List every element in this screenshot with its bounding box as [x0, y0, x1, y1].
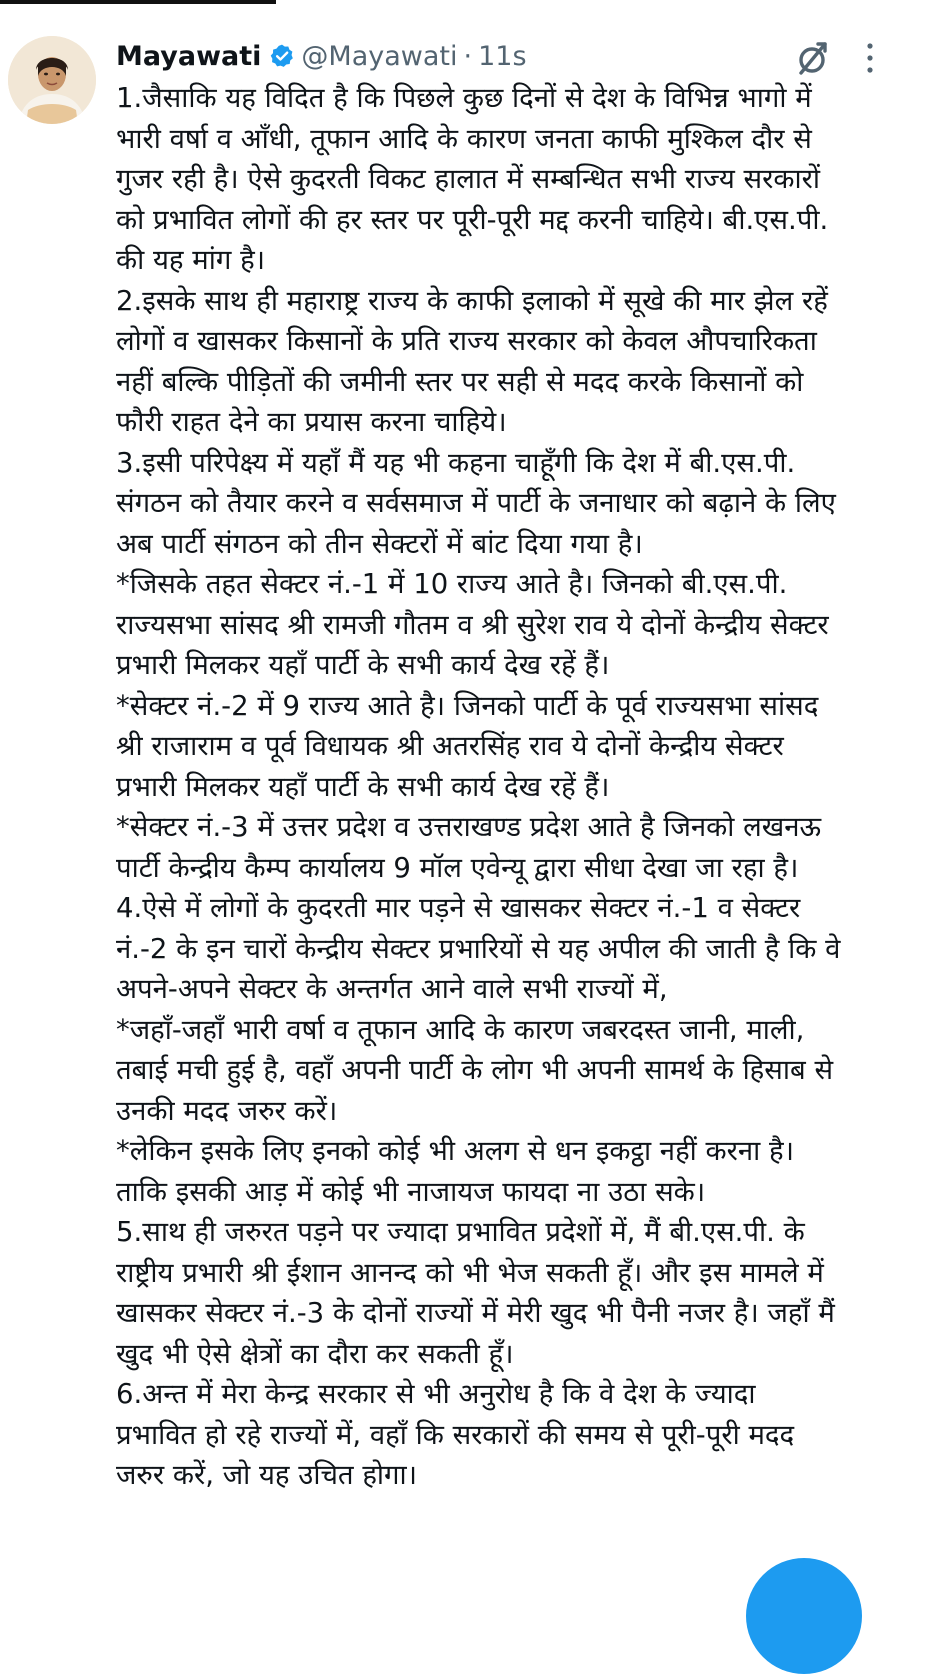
tweet-text-line: अब पार्टी संगठन को तीन सेक्टरों में बांट दिया गया है।	[116, 527, 643, 560]
tweet-text	[116, 78, 906, 1496]
tweet-text-line: *जिसके तहत सेक्टर नं.-1 में 10 राज्य आते है। जिनको बी.एस.पी.	[116, 568, 788, 600]
tweet-text-line: गुजर रही है। ऐसे कुदरती विकट हालात में सम्बन्धित सभी राज्य सरकारों	[116, 163, 820, 195]
tweet-text-line: 1.जैसाकि यह विदित है कि पिछले कुछ दिनों से देश के विभिन्न भागो में	[116, 82, 812, 114]
tweet-text-line: को प्रभावित लोगों की हर स्तर पर पूरी-पूरी मद्द करनी चाहिये। बी.एस.पी.	[116, 203, 829, 236]
tweet-text-line: राज्यसभा सांसद श्री रामजी गौतम व श्री सुरेश राव ये दोनों केन्द्रीय सेक्टर	[116, 608, 829, 641]
tweet-text-line: *सेक्टर नं.-3 में उत्तर प्रदेश व उत्तराखण्ड प्रदेश आते है जिनको लखनऊ	[116, 811, 822, 843]
tweet-text-line: ताकि इसकी आड़ में कोई भी नाजायज फायदा ना उठा सके।	[116, 1175, 706, 1208]
tweet-header	[116, 36, 527, 76]
timestamp[interactable]: 11s	[478, 40, 527, 72]
verified-badge-icon	[269, 43, 295, 69]
tweet-text-line: *सेक्टर नं.-2 में 9 राज्य आते है। जिनको पार्टी के पूर्व राज्यसभा सांसद	[116, 689, 819, 722]
tweet-text-line: राष्ट्रीय प्रभारी श्री ईशान आनन्द को भी भेज सकती हूँ। और इस मामले में	[116, 1256, 824, 1289]
tweet-text-line: 2.इसके साथ ही महाराष्ट्र राज्य के काफी इलाको में सूखे की मार झेल रहें	[116, 284, 828, 317]
tweet-text-line: खासकर सेक्टर नं.-3 के दोनों राज्यों में मेरी खुद भी पैनी नजर है। जहाँ मैं	[116, 1297, 835, 1329]
tweet-text-line: तबाई मची हुई है, वहाँ अपनी पार्टी के लोग भी अपनी सामर्थ के हिसाब से	[116, 1054, 834, 1086]
tweet-text-line: 3.इसी परिपेक्ष्य में यहाँ मैं यह भी कहना चाहूँगी कि देश में बी.एस.पी.	[116, 446, 796, 479]
tweet-text-line: श्री राजाराम व पूर्व विधायक श्री अतरसिंह राव ये दोनों केन्द्रीय सेक्टर	[116, 730, 784, 762]
tweet-text-line: प्रभारी मिलकर यहाँ पार्टी के सभी कार्य देख रहें हैं।	[116, 770, 610, 803]
tweet-text-line: प्रभारी मिलकर यहाँ पार्टी के सभी कार्य देख रहें हैं।	[116, 649, 610, 681]
user-handle[interactable]: @Mayawati	[301, 40, 458, 72]
avatar[interactable]	[8, 36, 96, 124]
separator-dot: ·	[463, 40, 473, 72]
tweet-text-line: 4.ऐसे में लोगों के कुदरती मार पड़ने से खासकर सेक्टर नं.-1 व सेक्टर	[116, 892, 801, 924]
tweet-text-line: संगठन को तैयार करने व सर्वसमाज में पार्टी के जनाधार को बढ़ाने के लिए	[116, 487, 836, 519]
tweet-text-line: नं.-2 के इन चारों केन्द्रीय सेक्टर प्रभारियों से यह अपील की जाती है कि वे	[116, 932, 841, 965]
grok-icon[interactable]	[792, 38, 832, 78]
tweet-text-line: भारी वर्षा व आँधी, तूफान आदि के कारण जनता काफी मुश्किल दौर से	[116, 122, 812, 155]
tweet-text-line: प्रभावित हो रहे राज्यों में, वहाँ कि सरकारों की समय से पूरी-पूरी मदद	[116, 1418, 795, 1451]
tweet-text-line: लोगों व खासकर किसानों के प्रति राज्य सरकार को केवल औपचारिकता	[116, 325, 817, 357]
display-name[interactable]: Mayawati	[116, 40, 262, 72]
compose-fab[interactable]	[746, 1558, 862, 1674]
tweet-text-line: *लेकिन इसके लिए इनको कोई भी अलग से धन इकट्ठा नहीं करना है।	[116, 1135, 795, 1167]
tweet-text-line: की यह मांग है।	[116, 244, 266, 276]
tweet-text-line: उनकी मदद जरुर करें।	[116, 1094, 338, 1127]
tweet-text-line: पार्टी केन्द्रीय कैम्प कार्यालय 9 मॉल एवेन्यू द्वारा सीधा देखा जा रहा है।	[116, 851, 799, 884]
more-options-icon[interactable]	[858, 38, 882, 78]
tweet-text-line: *जहाँ-जहाँ भारी वर्षा व तूफान आदि के कारण जबरदस्त जानी, माली,	[116, 1013, 805, 1046]
tweet-text-line: फौरी राहत देने का प्रयास करना चाहिये।	[116, 406, 507, 438]
tweet-text-line: नहीं बल्कि पीड़ितों की जमीनी स्तर पर सही से मदद करके किसानों को	[116, 365, 804, 398]
tweet-text-line: जरुर करें, जो यह उचित होगा।	[116, 1459, 418, 1491]
tweet-text-line: खुद भी ऐसे क्षेत्रों का दौरा कर सकती हूँ।	[116, 1337, 514, 1370]
tweet-text-line: 6.अन्त में मेरा केन्द्र सरकार से भी अनुरोध है कि वे देश के ज्यादा	[116, 1378, 756, 1410]
tweet-text-line: अपने-अपने सेक्टर के अन्तर्गत आने वाले सभी राज्यों में,	[116, 973, 668, 1005]
avatar-image	[8, 36, 96, 124]
tweet-text-line: 5.साथ ही जरुरत पड़ने पर ज्यादा प्रभावित प्रदेशों में, मैं बी.एस.पी. के	[116, 1216, 805, 1248]
loading-progress-bar	[0, 0, 276, 4]
